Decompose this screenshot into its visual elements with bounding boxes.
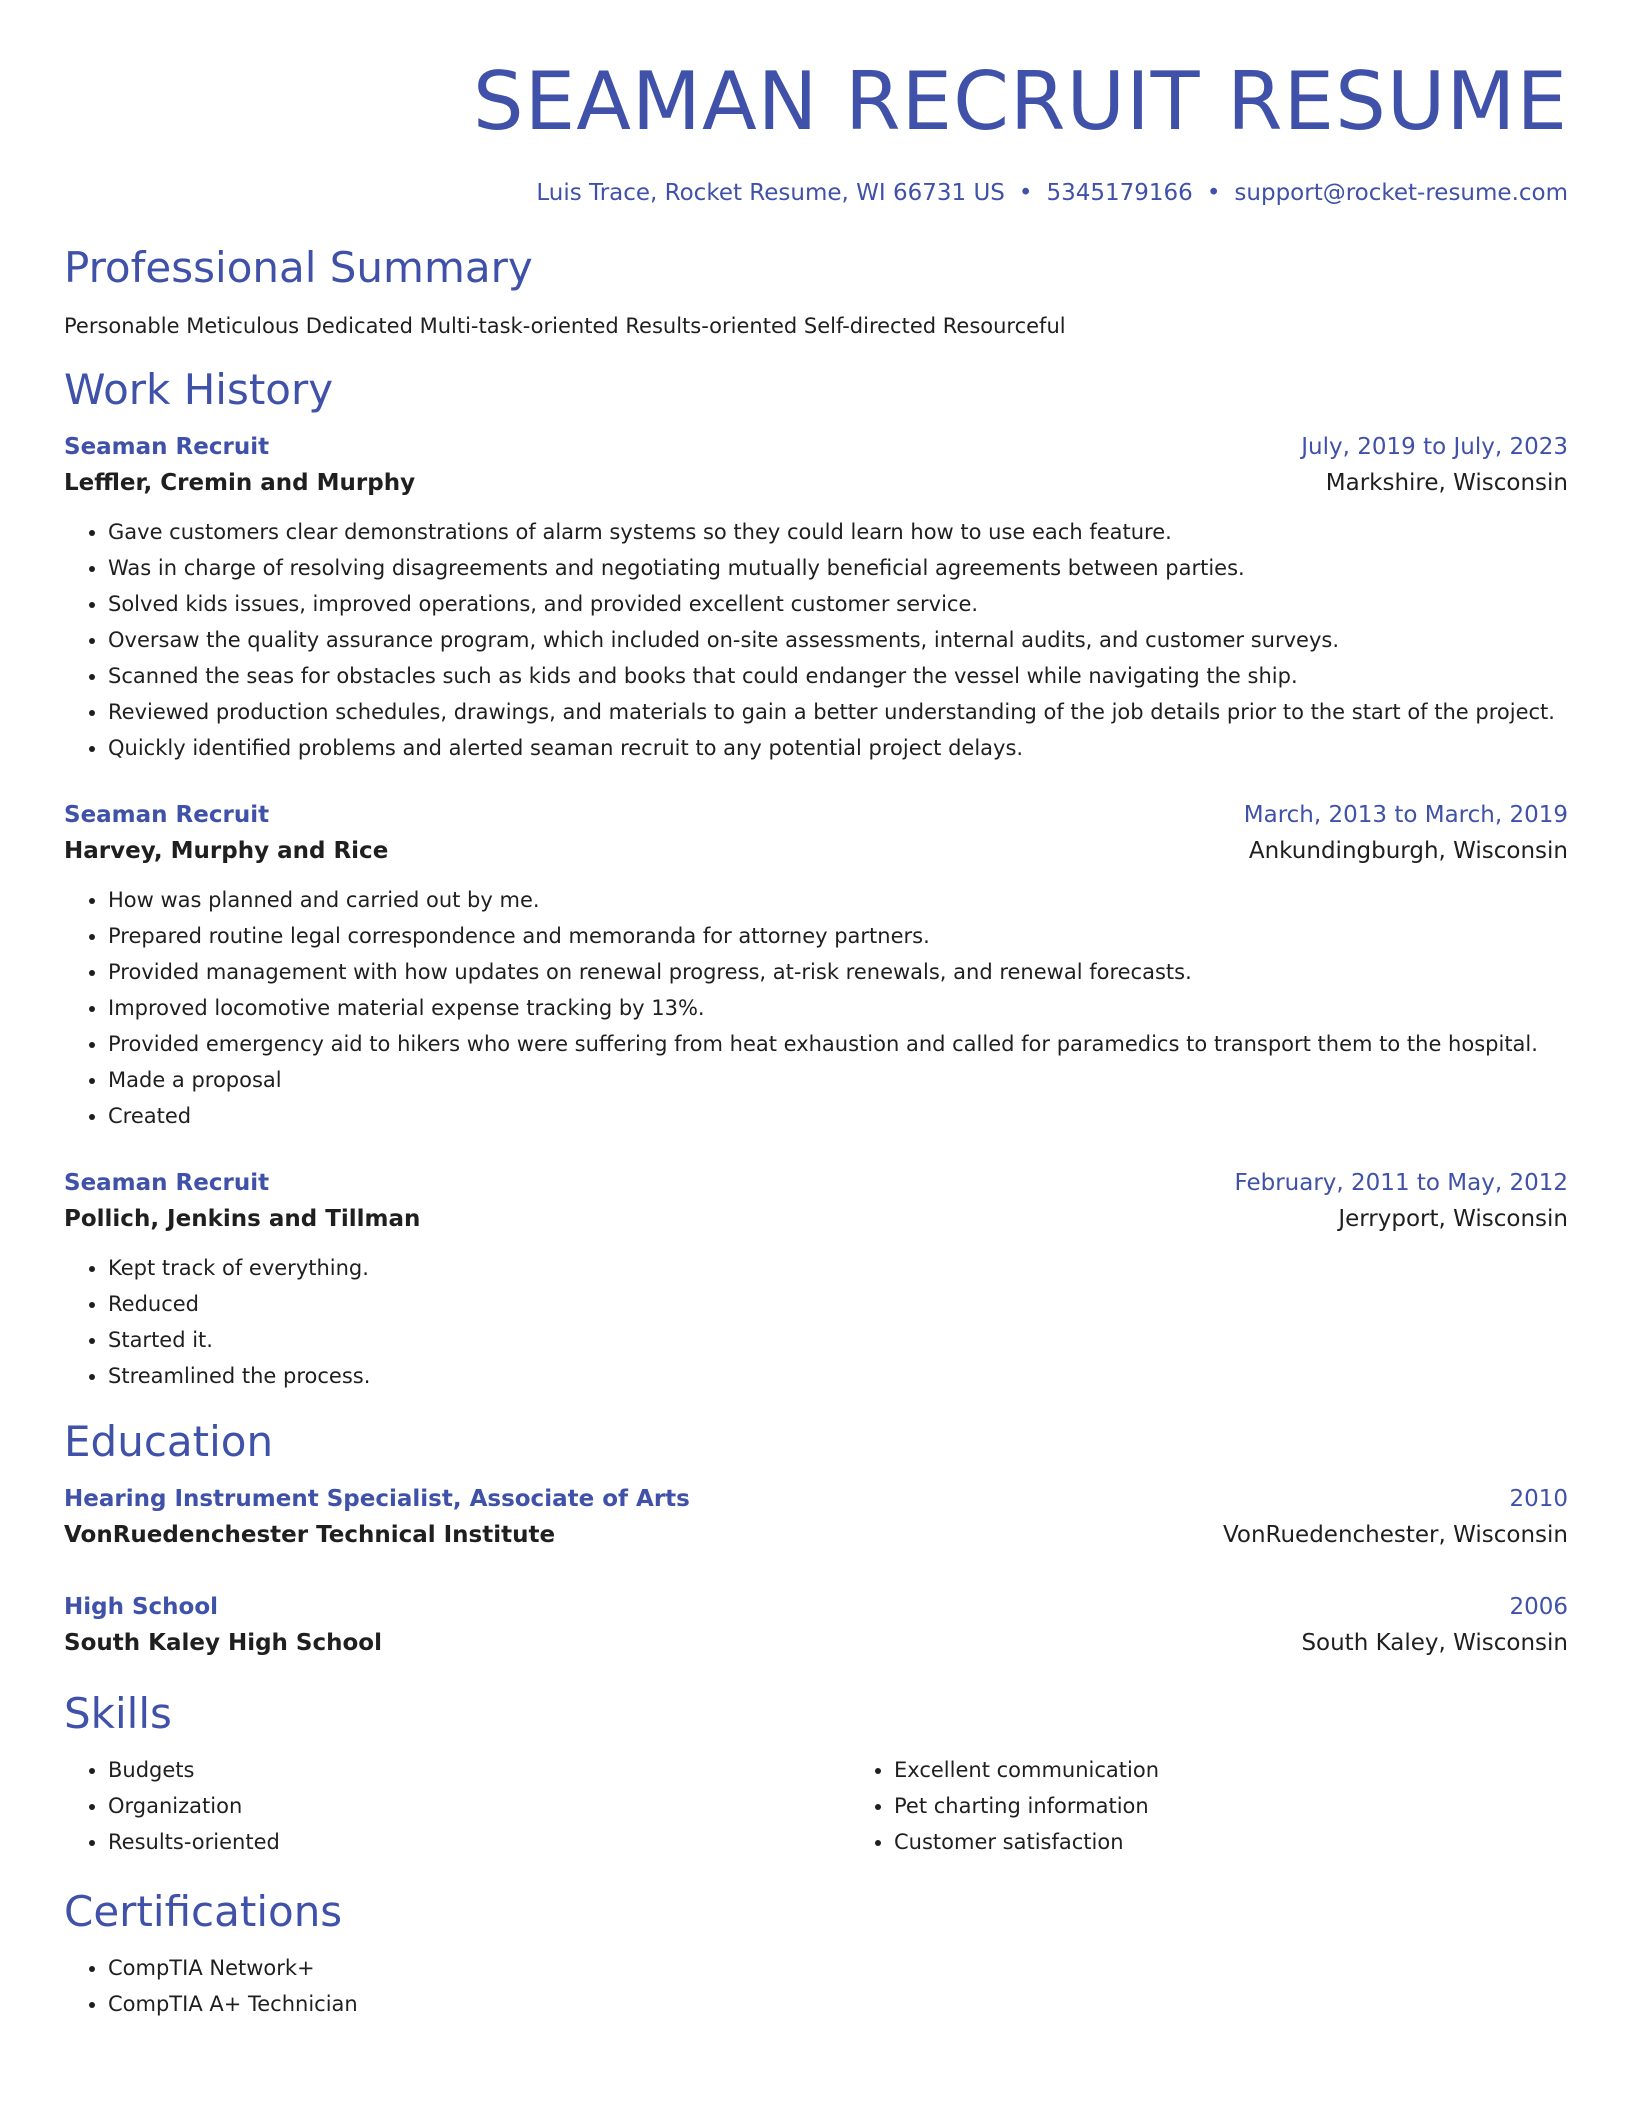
list-item: • Reduced <box>108 1286 1568 1322</box>
list-item: • CompTIA Network+ <box>108 1950 1568 1986</box>
list-item: • Provided emergency aid to hikers who were suffering from heat exhaustion and called for paramedics to transport them to the hospital. <box>108 1026 1568 1062</box>
job-company: Leffler, Cremin and Murphy <box>64 470 416 496</box>
job-entry <box>64 798 1568 1134</box>
education-school: South Kaley High School <box>64 1630 382 1656</box>
list-item: • Quickly identified problems and alerted seaman recruit to any potential project delays. <box>108 730 1568 766</box>
work-section <box>64 364 1568 1394</box>
summary-section <box>64 242 1568 340</box>
section-heading-certifications: Certifications <box>64 1887 343 1936</box>
contact-separator: • <box>1018 180 1033 206</box>
skills-list-left <box>64 1752 850 1860</box>
list-item: • Organization <box>108 1788 850 1824</box>
contact-address: Luis Trace, Rocket Resume, WI 66731 US <box>536 180 1005 206</box>
summary-text: Personable Meticulous Dedicated Multi-task-oriented Results-oriented Self-directed Resourceful <box>64 314 1066 338</box>
job-title: Seaman Recruit <box>64 802 270 828</box>
list-item: • Customer satisfaction <box>894 1824 1632 1860</box>
list-item: • Improved locomotive material expense tracking by 13%. <box>108 990 1568 1026</box>
list-item: • Results-oriented <box>108 1824 850 1860</box>
job-bullets <box>64 1250 1568 1394</box>
contact-phone: 5345179166 <box>1046 180 1193 206</box>
list-item: • Scanned the seas for obstacles such as kids and books that could endanger the vessel while navigating the ship. <box>108 658 1568 694</box>
job-location: Jerryport, Wisconsin <box>1338 1206 1568 1232</box>
list-item: • Started it. <box>108 1322 1568 1358</box>
section-heading-work: Work History <box>64 365 334 414</box>
education-year: 2010 <box>1509 1486 1568 1512</box>
education-entry <box>64 1482 1568 1554</box>
list-item: • Budgets <box>108 1752 850 1788</box>
education-degree: Hearing Instrument Specialist, Associate of Arts <box>64 1486 690 1512</box>
list-item: • How was planned and carried out by me. <box>108 882 1568 918</box>
resume-title: SEAMAN RECRUIT RESUME <box>472 55 1568 148</box>
certifications-list <box>64 1950 1568 2022</box>
list-item: • Streamlined the process. <box>108 1358 1568 1394</box>
job-location: Markshire, Wisconsin <box>1325 470 1568 496</box>
education-location: VonRuedenchester, Wisconsin <box>1222 1522 1568 1548</box>
contact-line <box>64 178 1568 208</box>
job-dates: July, 2019 to July, 2023 <box>1301 434 1568 460</box>
section-heading-summary: Professional Summary <box>64 243 533 292</box>
list-item: • Pet charting information <box>894 1788 1632 1824</box>
list-item: • Oversaw the quality assurance program, which included on-site assessments, internal audits, and customer surveys. <box>108 622 1568 658</box>
skills-list-right <box>850 1752 1632 1860</box>
job-company: Pollich, Jenkins and Tillman <box>64 1206 421 1232</box>
job-bullets <box>64 882 1568 1134</box>
education-location: South Kaley, Wisconsin <box>1301 1630 1568 1656</box>
list-item: • Solved kids issues, improved operations, and provided excellent customer service. <box>108 586 1568 622</box>
list-item: • Reviewed production schedules, drawings, and materials to gain a better understanding of the job details prior to the start of the project. <box>108 694 1568 730</box>
list-item: • CompTIA A+ Technician <box>108 1986 1568 2022</box>
section-heading-education: Education <box>64 1417 274 1466</box>
job-title: Seaman Recruit <box>64 434 270 460</box>
education-school: VonRuedenchester Technical Institute <box>64 1522 556 1548</box>
list-item: • Made a proposal <box>108 1062 1568 1098</box>
education-entry <box>64 1590 1568 1662</box>
job-entry <box>64 1166 1568 1394</box>
education-year: 2006 <box>1509 1594 1568 1620</box>
job-title: Seaman Recruit <box>64 1170 270 1196</box>
list-item: • Prepared routine legal correspondence and memoranda for attorney partners. <box>108 918 1568 954</box>
skills-columns <box>64 1740 1568 1860</box>
contact-separator: • <box>1206 180 1221 206</box>
education-section <box>64 1416 1568 1662</box>
contact-email: support@rocket-resume.com <box>1234 180 1568 206</box>
list-item: • Kept track of everything. <box>108 1250 1568 1286</box>
list-item: • Gave customers clear demonstrations of alarm systems so they could learn how to use each feature. <box>108 514 1568 550</box>
job-bullets <box>64 514 1568 766</box>
list-item: • Created <box>108 1098 1568 1134</box>
job-company: Harvey, Murphy and Rice <box>64 838 389 864</box>
certifications-section <box>64 1886 1568 2022</box>
job-entry <box>64 430 1568 766</box>
job-location: Ankundingburgh, Wisconsin <box>1248 838 1568 864</box>
job-dates: February, 2011 to May, 2012 <box>1234 1170 1568 1196</box>
section-heading-skills: Skills <box>64 1689 172 1738</box>
list-item: • Was in charge of resolving disagreements and negotiating mutually beneficial agreements between parties. <box>108 550 1568 586</box>
skills-section <box>64 1688 1568 1860</box>
job-dates: March, 2013 to March, 2019 <box>1243 802 1568 828</box>
list-item: • Provided management with how updates on renewal progress, at-risk renewals, and renewal forecasts. <box>108 954 1568 990</box>
education-degree: High School <box>64 1594 219 1620</box>
list-item: • Excellent communication <box>894 1752 1632 1788</box>
